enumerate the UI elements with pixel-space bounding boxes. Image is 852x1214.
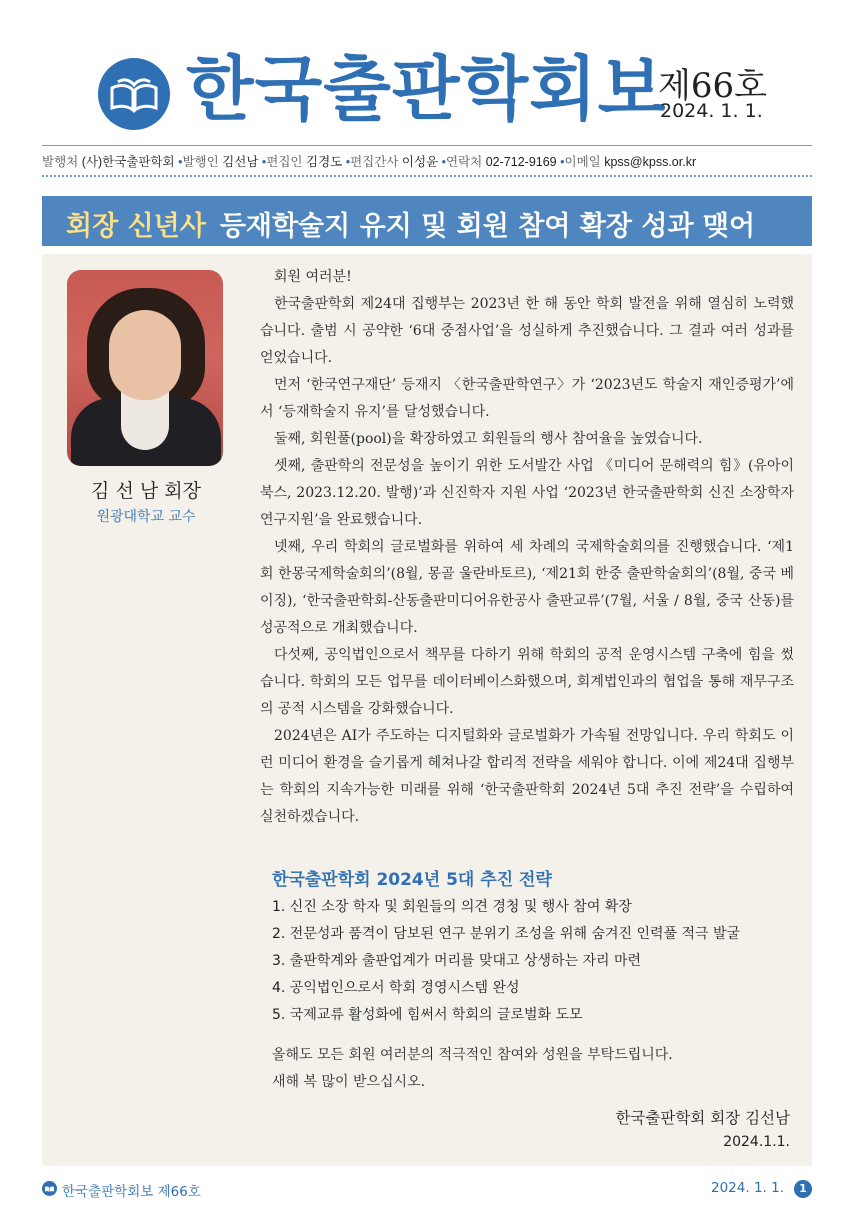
strategy-list — [272, 894, 740, 1029]
letter-paragraph: 다섯째, 공익법인으로서 책무를 다하기 위해 학회의 공적 운영시스템 구축에 힘을 썼습니다. 학회의 모든 업무를 데이터베이스화했으며, 회계법인과의 협업을 통해 재무구조의 공적 시스템을 강화했습니다. — [260, 647, 794, 717]
headline-banner — [42, 196, 812, 246]
author-name: 김 선 남 회장 — [91, 480, 201, 502]
list-item: 1. 신진 소장 학자 및 회원들의 의견 경청 및 행사 참여 확장 — [272, 899, 632, 915]
closing-line: 올해도 모든 회원 여러분의 적극적인 참여와 성원을 부탁드립니다. — [272, 1047, 673, 1063]
closing-line: 새해 복 많이 받으십시오. — [272, 1074, 426, 1090]
letter-paragraph: 넷째, 우리 학회의 글로벌화를 위하여 세 차례의 국제학술회의를 진행했습니다. ‘제1회 한몽국제학술회의’(8월, 몽골 울란바토르), ‘제21회 한중 출판학술회의’(8월, 중국 베이징), ‘한국출판학회-산동출판미디어유한공사 출판교류’(7월, 서울 / 8월, 중국 산동)를 성공적으로 개최했습니다. — [260, 539, 794, 636]
issuer: 김선남 — [222, 155, 259, 169]
letter-paragraph: 회원 여러분! — [274, 269, 352, 285]
contact: 02-712-9169 — [485, 155, 557, 169]
issue-date: 2024. 1. 1. — [660, 100, 763, 122]
secretary: 이성윤 — [401, 155, 439, 169]
letter-paragraph: 2024년은 AI가 주도하는 디지털화와 글로벌화가 가속될 전망입니다. 우리 학회도 이런 미디어 환경을 슬기롭게 헤쳐나갈 합리적 전략을 세워야 합니다. 이에 제24대 집행부는 학회의 지속가능한 미래를 위해 ‘한국출판학회 2024년 5대 추진 전략’을 수립하여 실천하겠습니다. — [260, 728, 794, 825]
strategy-title: 한국출판학회 2024년 5대 추진 전략 — [272, 870, 552, 890]
issuer-label: 발행인 — [182, 155, 219, 169]
headline-text: 등재학술지 유지 및 회원 참여 확장 성과 맺어 — [219, 211, 756, 242]
editor-label: 편집인 — [266, 155, 303, 169]
open-book-icon — [42, 1181, 57, 1196]
footer-date: 2024. 1. 1. — [711, 1180, 784, 1196]
list-item: 4. 공익법인으로서 학회 경영시스템 완성 — [272, 980, 520, 996]
headline-category: 회장 신년사 — [66, 211, 206, 242]
author-affiliation: 원광대학교 교수 — [96, 509, 196, 525]
list-item: 2. 전문성과 품격이 담보된 연구 분위기 조성을 위해 숨겨진 인력풀 적극 발굴 — [272, 926, 741, 942]
dotted-divider — [42, 175, 812, 177]
editor: 김경도 — [306, 155, 343, 169]
closing-remarks — [272, 1042, 673, 1096]
author-photo — [67, 270, 223, 466]
masthead — [0, 0, 852, 140]
letter-paragraph: 한국출판학회 제24대 집행부는 2023년 한 해 동안 학회 발전을 위해 열심히 노력했습니다. 출범 시 공약한 ‘6대 중점사업’을 성실하게 추진했습니다. 그 결과 여러 성과를 얻었습니다. — [260, 296, 794, 366]
publisher: (사)한국출판학회 — [81, 155, 175, 169]
footer-publication: 한국출판학회보 제66호 — [62, 1184, 201, 1200]
page-footer — [42, 1178, 812, 1200]
contact-label: 연락처 — [446, 155, 483, 169]
letter-paragraph: 셋째, 출판학의 전문성을 높이기 위한 도서발간 사업 《미디어 문해력의 힘》(유아이북스, 2023.12.20. 발행)’과 신진학자 지원 사업 ‘2023년 한국출판학회 신진 소장학자 연구지원’을 완료했습니다. — [260, 458, 794, 528]
list-item: 5. 국제교류 활성화에 힘써서 학회의 글로벌화 도모 — [272, 1007, 583, 1023]
email-label: 이메일 — [564, 155, 601, 169]
email-link[interactable]: kpss@kpss.or.kr — [604, 155, 697, 169]
letter-paragraph: 둘째, 회원풀(pool)을 확장하였고 회원들의 행사 참여율을 높였습니다. — [274, 431, 703, 447]
open-book-icon — [98, 58, 170, 130]
header-divider — [42, 145, 812, 146]
page-number: 1 — [794, 1180, 812, 1198]
masthead-title: 한국출판학회보 — [186, 48, 667, 130]
signature-date: 2024.1.1. — [723, 1134, 790, 1150]
secretary-label: 편집간사 — [350, 155, 399, 169]
letter-text — [260, 264, 794, 831]
signature: 한국출판학회 회장 김선남 — [615, 1109, 790, 1127]
publisher-label: 발행처 — [42, 155, 79, 169]
issue-number: 제66호 — [658, 66, 767, 106]
letter-paragraph: 먼저 ‘한국연구재단’ 등재지 〈한국출판학연구〉가 ‘2023년도 학술지 재인증평가’에서 ‘등재학술지 유지’를 달성했습니다. — [260, 377, 794, 420]
publication-info: 발행처 (사)한국출판학회 •발행인 김선남 •편집인 김경도 •편집간사 이성윤 •연락처 02-712-9169 •이메일 kpss@kpss.or.kr — [42, 155, 697, 169]
article-body — [42, 254, 812, 1166]
list-item: 3. 출판학계와 출판업계가 머리를 맞대고 상생하는 자리 마련 — [272, 953, 642, 969]
headline — [66, 204, 755, 243]
